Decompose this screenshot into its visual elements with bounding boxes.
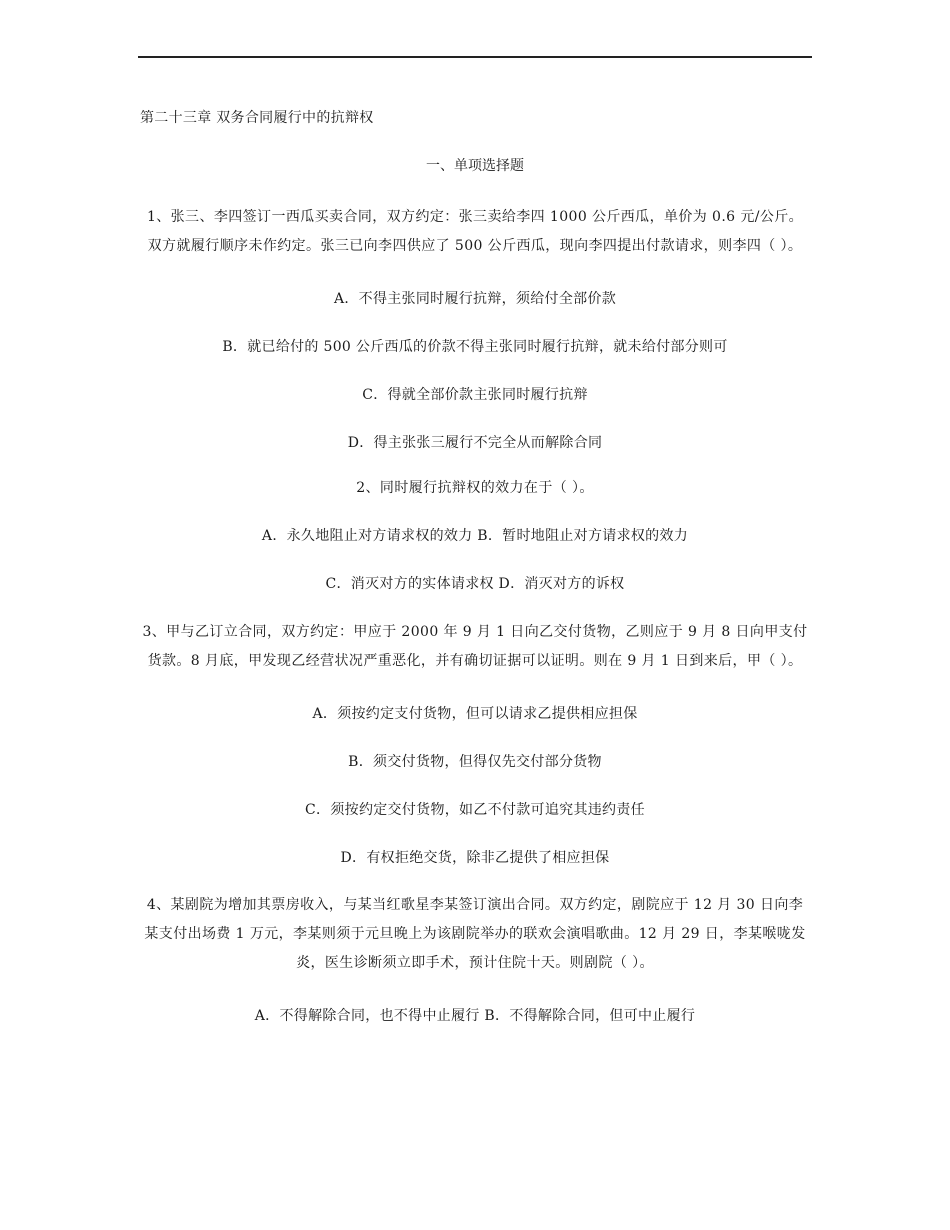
question-3-option-d: D．有权拒绝交货，除非乙提供了相应担保 — [340, 850, 610, 866]
question-2-options-cd: C．消灭对方的实体请求权 D．消灭对方的诉权 — [325, 576, 625, 592]
header-rule — [138, 56, 812, 58]
question-1-option-b: B．就已给付的 500 公斤西瓜的价款不得主张同时履行抗辩，就未给付部分则可 — [222, 339, 728, 355]
question-1-option-c: C．得就全部价款主张同时履行抗辩 — [362, 387, 588, 403]
question-2-stem: 2、同时履行抗辩权的效力在于（ ）。 — [356, 480, 594, 496]
question-3-option-a: A．须按约定支付货物，但可以请求乙提供相应担保 — [312, 706, 638, 722]
question-3-stem: 3、甲与乙订立合同，双方约定：甲应于 2000 年 9 月 1 日向乙交付货物，乙则应于 9 月 8 日向甲支付货款。8 月底，甲发现乙经营状况严重恶化，并有确切证据可以证明。则在 9 月 1 日到来后，甲（ ）。 — [142, 624, 808, 669]
question-3-option-b: B．须交付货物，但得仅先交付部分货物 — [348, 754, 602, 770]
question-4-stem: 4、某剧院为增加其票房收入，与某当红歌星李某签订演出合同。双方约定，剧院应于 12 月 30 日向李某支付出场费 1 万元，李某则须于元旦晚上为该剧院举办的联欢会演唱歌曲。12 月 29 日，李某喉咙发炎，医生诊断须立即手术，预计住院十天。则剧院（ ）。 — [144, 897, 806, 971]
document-body — [140, 106, 810, 1028]
question-2-options-ab: A．永久地阻止对方请求权的效力 B．暂时地阻止对方请求权的效力 — [261, 528, 689, 544]
question-1-option-d: D．得主张张三履行不完全从而解除合同 — [347, 435, 603, 451]
question-1-stem: 1、张三、李四签订一西瓜买卖合同，双方约定：张三卖给李四 1000 公斤西瓜，单价为 0.6 元/公斤。双方就履行顺序未作约定。张三已向李四供应了 500 公斤西瓜，现向李四提出付款请求，则李四（ ）。 — [146, 209, 804, 254]
question-3-option-c: C．须按约定交付货物，如乙不付款可追究其违约责任 — [305, 802, 645, 818]
question-1-option-a: A．不得主张同时履行抗辩，须给付全部价款 — [333, 291, 617, 307]
chapter-title: 第二十三章 双务合同履行中的抗辩权 — [140, 110, 374, 126]
question-4-options-ab: A．不得解除合同，也不得中止履行 B．不得解除合同，但可中止履行 — [254, 1008, 696, 1024]
section-heading: 一、单项选择题 — [426, 158, 524, 174]
